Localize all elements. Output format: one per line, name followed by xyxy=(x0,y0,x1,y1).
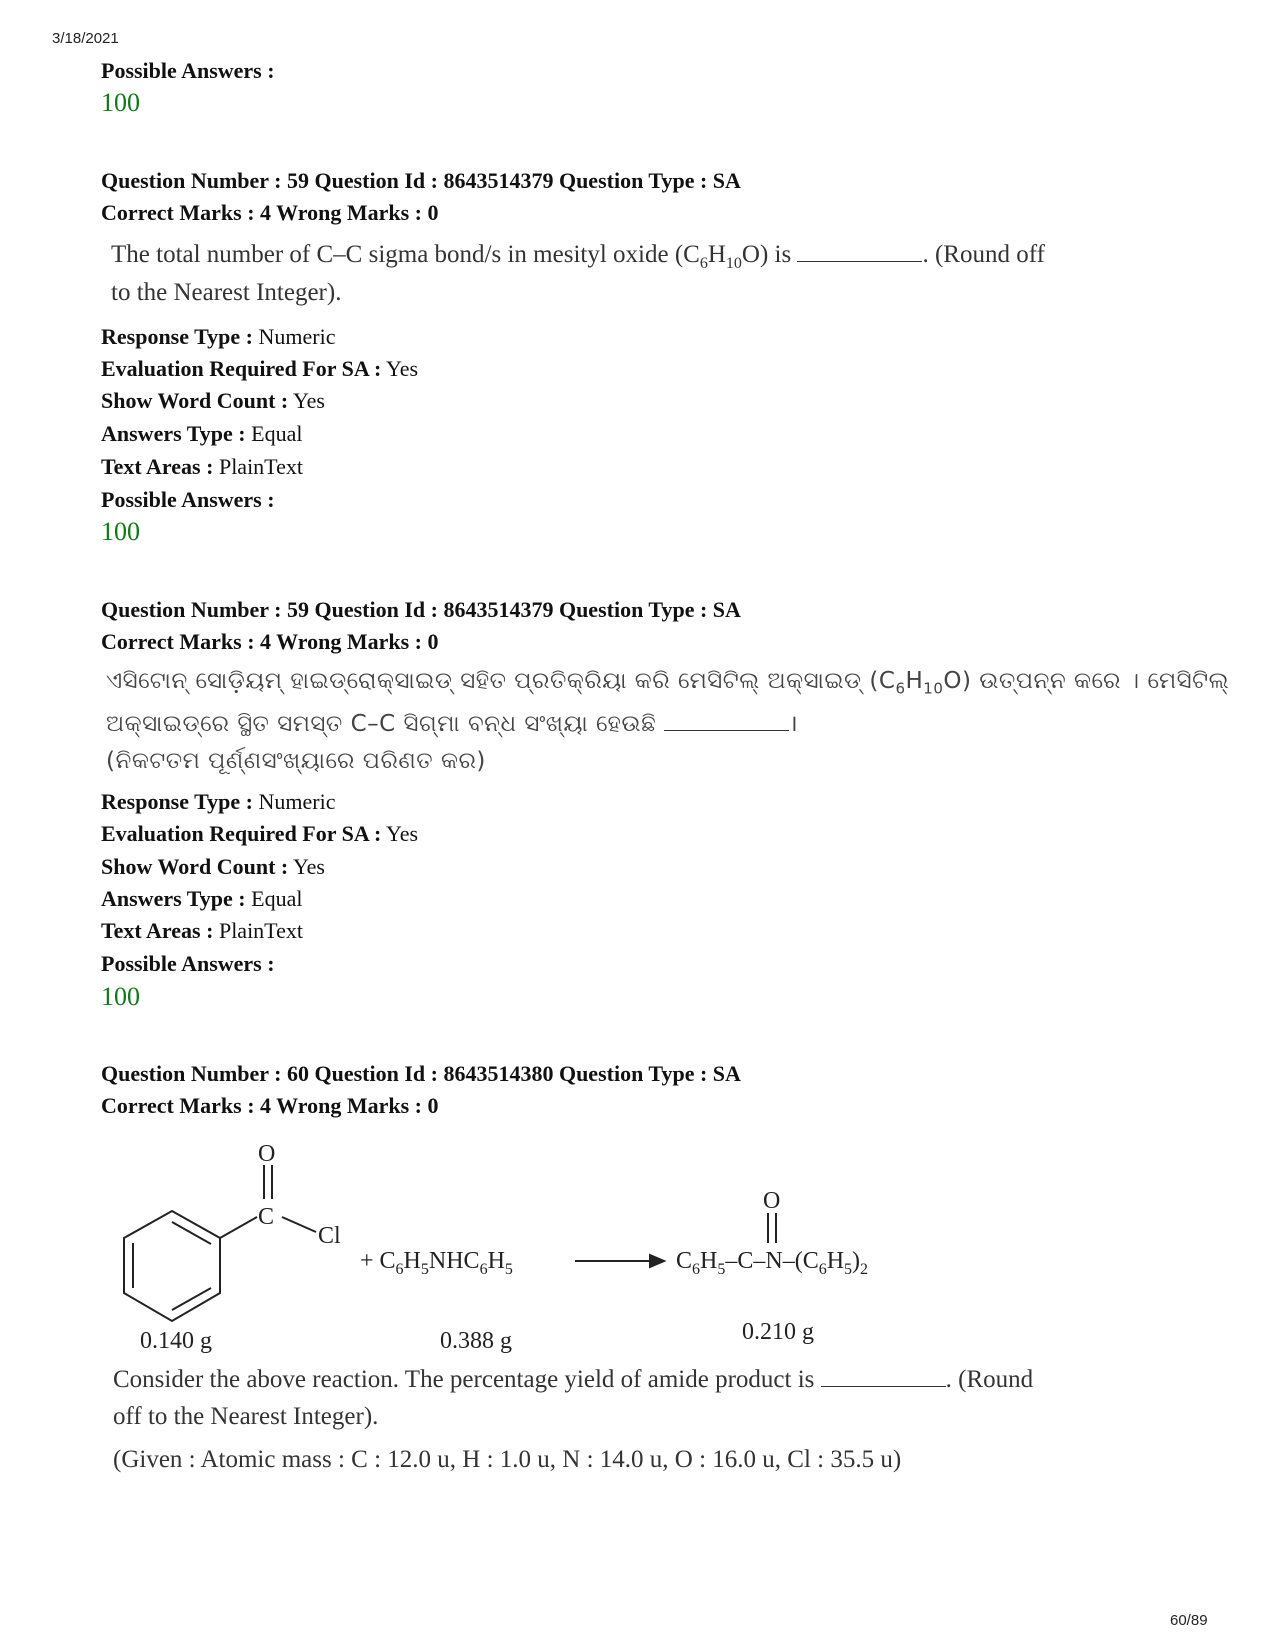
answer-blank xyxy=(821,1366,946,1387)
mass-label-benzoyl-chloride: 0.140 g xyxy=(140,1328,212,1354)
page-number: 60/89 xyxy=(1170,1612,1208,1629)
prop-answers-type: Answers Type : Equal xyxy=(101,421,303,446)
prop-response-type: Response Type : Numeric xyxy=(101,324,336,349)
possible-answers-label: Possible Answers : xyxy=(101,58,275,83)
chlorine-label: Cl xyxy=(318,1223,341,1249)
given-atomic-masses: (Given : Atomic mass : C : 12.0 u, H : 1.0 u, N : 14.0 u, O : 16.0 u, Cl : 35.5 u) xyxy=(113,1446,902,1473)
question-text-line: off to the Nearest Integer). xyxy=(113,1403,379,1430)
marks-meta-line: Correct Marks : 4 Wrong Marks : 0 xyxy=(101,200,439,225)
possible-answer-value: 100 xyxy=(101,88,140,117)
reaction-scheme xyxy=(0,1135,1275,1360)
question-text-line: The total number of C–C sigma bond/s in mesityl oxide $(C_6H_{10}O)$ is . (Round off xyxy=(111,241,1045,272)
odia-question-line: ଅକ୍ସାଇଡ୍‌ରେ ସ୍ଥିତ ସମସ୍ତ C–C ସିଗ୍ମା ବନ୍ଧ ସଂଖ୍ୟା ହେଉଛି । xyxy=(106,711,799,737)
marks-meta-line: Correct Marks : 4 Wrong Marks : 0 xyxy=(101,1093,439,1118)
product-formula: $C_6H_5-C-N-(C_6H_5)_2$ xyxy=(676,1248,869,1278)
odia-question-line: ଏସିଟୋନ୍ ସୋଡ଼ିୟମ୍ ହାଇଡ୍ରୋକ୍ସାଇଡ୍ ସହିତ ପ୍ରତିକ୍ରିୟା କରି ମେସିଟିଲ୍ ଅକ୍ସାଇଡ୍ $(C_6H_{10}O)$ ଉତ୍ପନ୍ନ କରେ । ମେସିଟିଲ୍ xyxy=(106,668,1230,698)
possible-answers-label: Possible Answers : xyxy=(101,951,275,976)
reaction-arrow xyxy=(575,1255,664,1267)
reagent-formula: + $C_6H_5NHC_6H_5$ xyxy=(360,1248,513,1278)
prop-evaluation-required: Evaluation Required For SA : Yes xyxy=(101,356,419,381)
carbonyl-carbon-label: C xyxy=(258,1204,275,1230)
prop-response-type: Response Type : Numeric xyxy=(101,789,336,814)
benzene-ring xyxy=(124,1165,316,1321)
possible-answer-value: 100 xyxy=(101,517,140,546)
prop-show-word-count: Show Word Count : Yes xyxy=(101,854,325,879)
answer-blank xyxy=(664,710,789,731)
oxygen-label: O xyxy=(258,1141,276,1167)
print-date: 3/18/2021 xyxy=(52,30,119,47)
answer-blank xyxy=(797,241,922,262)
possible-answer-value: 100 xyxy=(101,982,140,1011)
prop-show-word-count: Show Word Count : Yes xyxy=(101,388,325,413)
question-meta-line: Question Number : 60 Question Id : 8643514380 Question Type : SA xyxy=(101,1061,741,1086)
prop-answers-type: Answers Type : Equal xyxy=(101,886,303,911)
question-meta-line: Question Number : 59 Question Id : 8643514379 Question Type : SA xyxy=(101,168,741,193)
mass-label-diphenylamine: 0.388 g xyxy=(440,1328,512,1354)
prop-text-areas: Text Areas : PlainText xyxy=(101,918,303,943)
marks-meta-line: Correct Marks : 4 Wrong Marks : 0 xyxy=(101,629,439,654)
odia-question-line: (ନିକଟତମ ପୂର୍ଣ୍ଣସଂଖ୍ୟାରେ ପରିଣତ କର) xyxy=(106,748,486,774)
product-oxygen-label: O xyxy=(763,1188,781,1214)
possible-answers-label: Possible Answers : xyxy=(101,487,275,512)
question-text-line: Consider the above reaction. The percentage yield of amide product is . (Round xyxy=(113,1366,1034,1393)
prop-text-areas: Text Areas : PlainText xyxy=(101,454,303,479)
product-carbonyl-bond xyxy=(768,1213,776,1243)
question-text-line: to the Nearest Integer). xyxy=(111,279,342,306)
question-meta-line: Question Number : 59 Question Id : 8643514379 Question Type : SA xyxy=(101,597,741,622)
prop-evaluation-required: Evaluation Required For SA : Yes xyxy=(101,821,419,846)
mass-label-amide: 0.210 g xyxy=(742,1319,814,1345)
